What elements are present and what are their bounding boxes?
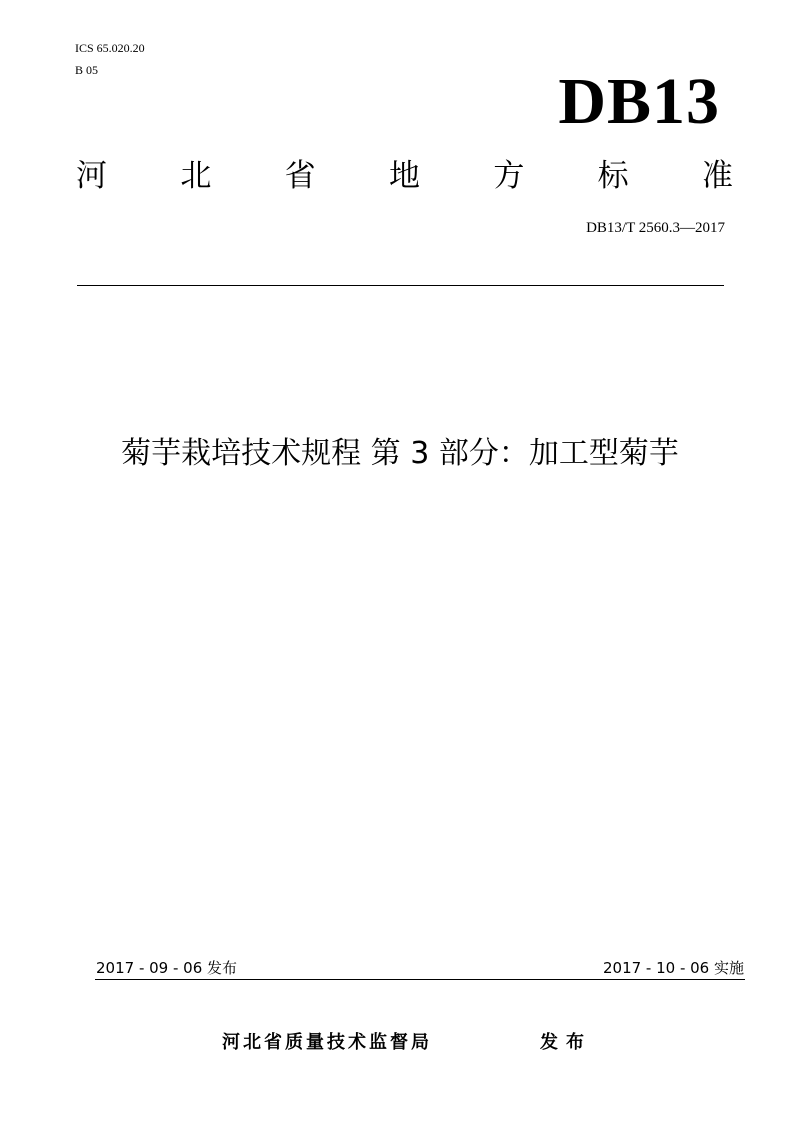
standard-type-char: 省 <box>284 158 316 194</box>
header-divider <box>77 285 724 286</box>
standard-logo: DB13 <box>558 65 720 138</box>
issuing-authority: 河北省质量技术监督局 <box>222 1032 432 1053</box>
document-title: 菊芋栽培技术规程 第 3 部分：加工型菊芋 <box>121 436 679 471</box>
standard-type-heading <box>76 156 733 196</box>
standard-type-char: 标 <box>597 158 629 194</box>
publish-date: 2017 - 09 - 06 发布 <box>96 959 238 977</box>
standard-type-char: 北 <box>180 158 212 194</box>
standard-type-char: 地 <box>388 158 420 194</box>
standard-type-char: 方 <box>493 158 525 194</box>
ics-code: ICS 65.020.20 <box>75 41 145 55</box>
footer-divider <box>95 979 745 980</box>
ccs-code: B 05 <box>75 63 99 77</box>
issue-label: 发布 <box>540 1032 592 1053</box>
standard-type-char: 准 <box>701 158 733 194</box>
effective-date: 2017 - 10 - 06 实施 <box>602 959 744 977</box>
standard-type-char: 河 <box>76 158 107 194</box>
standard-number: DB13/T 2560.3—2017 <box>586 220 725 236</box>
